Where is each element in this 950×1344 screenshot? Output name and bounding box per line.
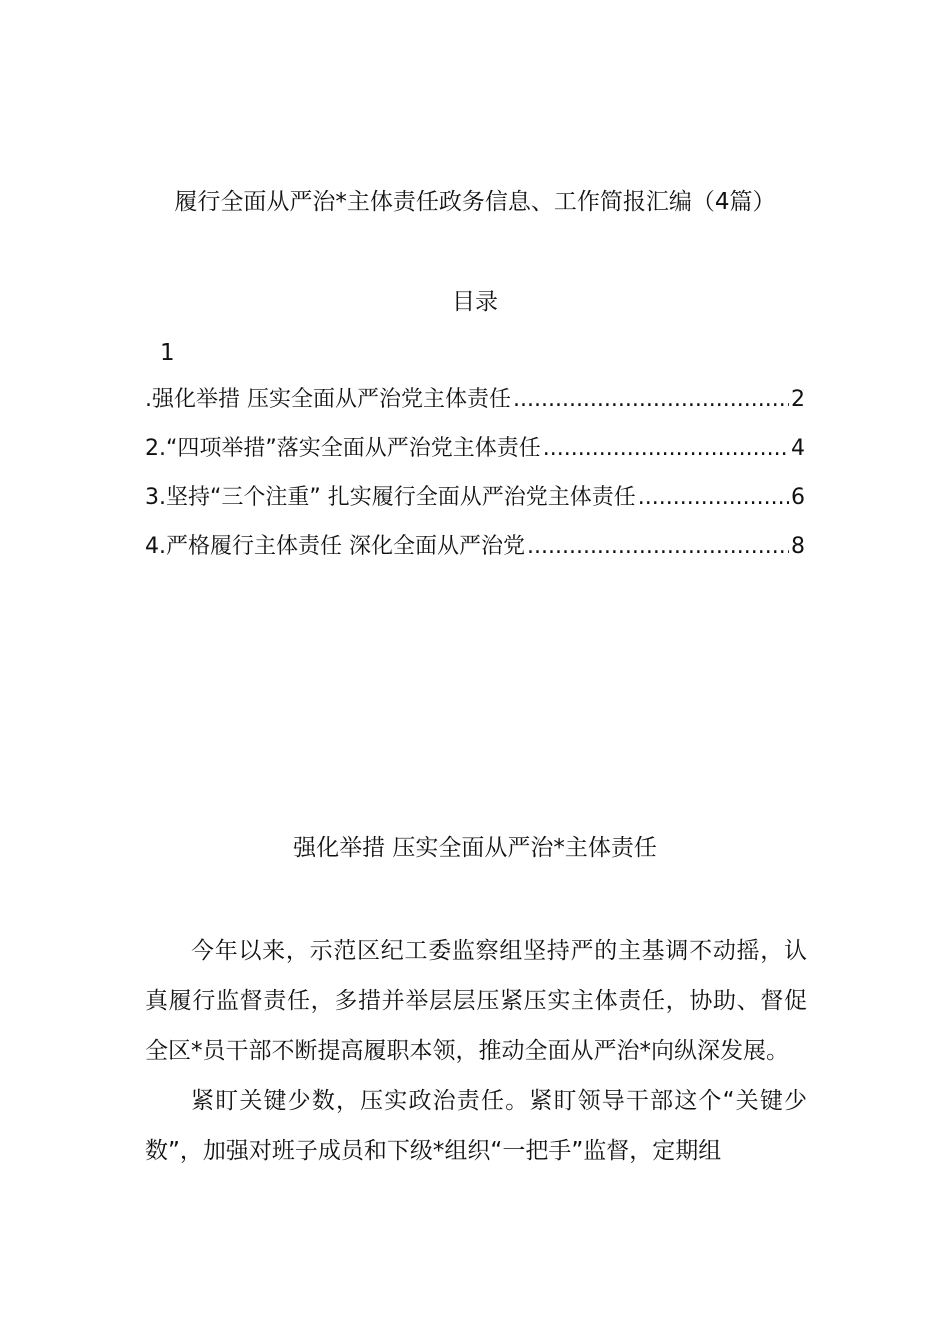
toc-entry-text: 2.“四项举措”落实全面从严治党主体责任 — [145, 436, 541, 461]
toc-dot-leader — [638, 482, 789, 514]
toc-page-number: 4 — [791, 436, 805, 461]
toc-first-page-marker: 1 — [160, 340, 175, 366]
toc-dot-leader — [513, 384, 789, 416]
toc-entry[interactable] — [145, 384, 805, 433]
section-body — [145, 926, 807, 1176]
toc-entry-text: 3.坚持“三个注重” 扎实履行全面从严治党主体责任 — [145, 485, 636, 510]
document-title: 履行全面从严治*主体责任政务信息、工作简报汇编（4篇） — [174, 189, 776, 215]
toc-heading: 目录 — [452, 289, 498, 315]
toc-page-number: 2 — [791, 387, 805, 412]
toc-entry[interactable] — [145, 433, 805, 482]
body-paragraph: 今年以来，示范区纪工委监察组坚持严的主基调不动摇，认真履行监督责任，多措并举层层压紧压实主体责任，协助、督促全区*员干部不断提高履职本领，推动全面从严治*向纵深发展。 — [145, 938, 807, 1064]
section-title: 强化举措 压实全面从严治*主体责任 — [293, 835, 657, 861]
toc-dot-leader — [527, 531, 789, 563]
table-of-contents — [145, 384, 805, 580]
body-paragraph: 紧盯关键少数，压实政治责任。紧盯领导干部这个“关键少数”，加强对班子成员和下级*组织“一把手”监督，定期组 — [145, 1088, 807, 1164]
toc-entry-text: .强化举措 压实全面从严治党主体责任 — [145, 387, 511, 412]
toc-page-number: 6 — [791, 485, 805, 510]
toc-entry-text: 4.严格履行主体责任 深化全面从严治党 — [145, 534, 525, 559]
toc-dot-leader — [543, 433, 789, 465]
toc-entry[interactable] — [145, 482, 805, 531]
toc-page-number: 8 — [791, 534, 805, 559]
toc-entry[interactable] — [145, 531, 805, 580]
